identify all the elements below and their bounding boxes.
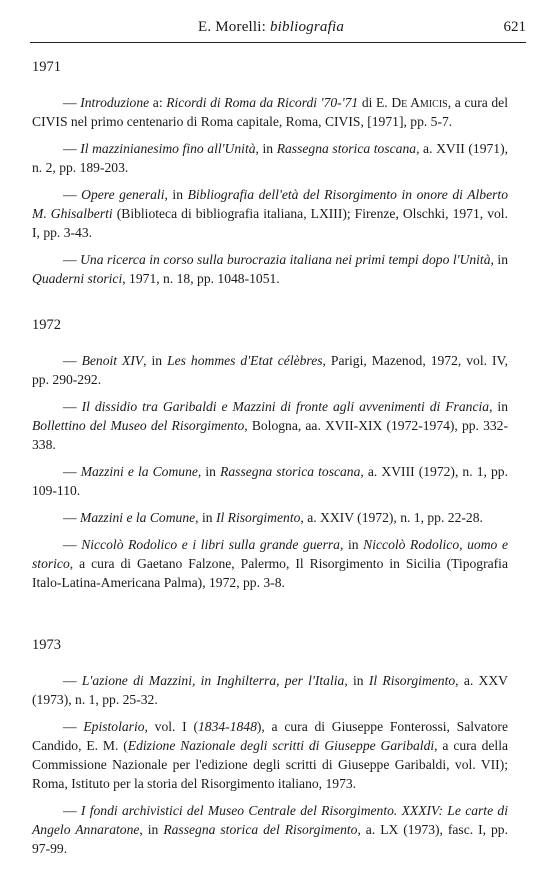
bibliography-entry [32, 508, 508, 527]
italic-title: Il dissidio tra Garibaldi e Mazzini di fronte agli avvenimenti di Francia [81, 399, 490, 414]
entry-text: — [63, 95, 81, 110]
bibliography-body [32, 58, 508, 882]
italic-title: Il mazzinianesimo fino all'Unità [80, 141, 256, 156]
entry-text: , 1971, n. 18, pp. 1048-1051. [122, 271, 280, 286]
entry-text: ), a cura di Giuseppe Fonterossi, Salvatore Candido, E. M. ( [32, 719, 508, 753]
italic-title: Mazzini e la Comune [80, 510, 196, 525]
entry-text: (Biblioteca di bibliografia italiana, LXIII); Firenze, Olschki, 1971, vol. I, pp. 3-43. [32, 206, 508, 240]
italic-title: Una ricerca in corso sulla burocrazia italiana nei primi tempi dopo l'Unità [80, 252, 491, 267]
entry-text: , in [255, 141, 277, 156]
italic-title: Mazzini e la Comune [80, 464, 198, 479]
italic-title: Bibliografia dell'età del Risorgimento in onore di Alberto M. Ghisalberti [32, 187, 509, 221]
entry-text: , in [489, 399, 508, 414]
bibliography-entry [32, 535, 508, 592]
entry-text: , a. XVIII (1972), n. 1, pp. 109-110. [32, 464, 508, 498]
bibliography-entry [32, 671, 508, 709]
italic-title: Quaderni storici [32, 271, 123, 286]
entry-text: , a. XXIV (1972), n. 1, pp. 22-28. [300, 510, 483, 525]
bibliography-entry [32, 93, 508, 131]
italic-title: Benoit XIV [81, 353, 144, 368]
entry-text: , in [344, 673, 369, 688]
entry-list [32, 351, 508, 592]
italic-title: Rassegna storica toscana [276, 141, 417, 156]
entry-text: De Amicis [391, 95, 448, 110]
entry-text: , a. XVII (1971), n. 2, pp. 189-203. [32, 141, 509, 175]
bibliography-entry [32, 462, 508, 500]
italic-title: Rassegna storica toscana [220, 464, 361, 479]
entry-text: , a. XXV (1973), n. 1, pp. 25-32. [32, 673, 508, 707]
entry-text: — [63, 673, 82, 688]
entry-text: , Parigi, Mazenod, 1972, vol. IV, pp. 290-292. [32, 353, 508, 387]
bibliography-entry [32, 139, 508, 177]
italic-title: Opere generali [81, 187, 165, 202]
bibliography-entry [32, 717, 508, 793]
year-section-1973 [32, 636, 508, 858]
entry-text: — [63, 464, 81, 479]
entry-text: di E. [358, 95, 392, 110]
italic-title: Les hommes d'Etat célèbres [167, 353, 323, 368]
italic-title: Niccolò Rodolico e i libri sulla grande guerra [81, 537, 340, 552]
entry-text: , vol. I ( [144, 719, 198, 734]
year-section-1971 [32, 58, 508, 288]
entry-text: , in [339, 537, 364, 552]
entry-text: , in [164, 187, 188, 202]
entry-text: , in [143, 353, 168, 368]
entry-text: , a. LX (1973), fasc. I, pp. 97-99. [32, 822, 509, 856]
entry-text: , a cura di Gaetano Falzone, Palermo, Il Risorgimento in Sicilia (Tipografia Italo-Latina-Americana Palma), 1972, pp. 3-8. [32, 556, 508, 590]
italic-title: Il Risorgimento [368, 673, 456, 688]
entry-text: — [63, 399, 82, 414]
italic-title: Epistolario [83, 719, 145, 734]
year-heading: 1973 [32, 637, 61, 653]
year-section-1972 [32, 316, 508, 592]
bibliography-entry [32, 185, 508, 242]
bibliography-entry [32, 801, 508, 858]
entry-text: , Bologna, aa. XVII-XIX (1972-1974), pp. 332-338. [32, 418, 508, 452]
running-header [30, 18, 526, 43]
italic-title: Edizione Nazionale degli scritti di Giuseppe Garibaldi [127, 738, 435, 753]
italic-title: Il Risorgimento [215, 510, 301, 525]
italic-title: L'azione di Mazzini, in Inghilterra, per l'Italia [81, 673, 345, 688]
entry-text: — [63, 252, 81, 267]
italic-title: Introduzione [80, 95, 150, 110]
year-heading: 1972 [32, 317, 61, 333]
italic-title: Niccolò Rodolico, uomo e storico [32, 537, 508, 571]
entry-text: a: [149, 95, 167, 110]
entry-text: — [63, 537, 82, 552]
header-subject: bibliografia [269, 19, 345, 35]
entry-text: — [63, 353, 82, 368]
entry-text: , a cura della Commissione Nazionale per l'edizione degli scritti di Giuseppe Garibaldi, vol. VII); Roma, Istituto per la storia del Risorgimento italiano, 1973. [32, 738, 509, 791]
entry-text: — [63, 141, 81, 156]
running-title [198, 19, 344, 36]
bibliography-entry [32, 351, 508, 389]
bibliography-entry [32, 250, 508, 288]
entry-list [32, 93, 508, 288]
entry-list [32, 671, 508, 858]
italic-title: Ricordi di Roma da Ricordi '70-'71 [166, 95, 359, 110]
italic-title: Bollettino del Museo del Risorgimento [32, 418, 245, 433]
italic-title: Rassegna storica del Risorgimento [163, 822, 358, 837]
bibliography-entry [32, 397, 508, 454]
entry-text: — [63, 187, 82, 202]
year-heading: 1971 [32, 59, 61, 75]
page-number: 621 [503, 19, 526, 35]
entry-text: , a cura del CIVIS nel primo centenario di Roma capitale, Roma, CIVIS, [1971], pp. 5-7. [32, 95, 508, 129]
entry-text: , in [195, 510, 216, 525]
italic-title: I fondi archivistici del Museo Centrale del Risorgimento. XXXIV: Le carte di Angelo Annaratone [32, 803, 508, 837]
entry-text: — [63, 803, 81, 818]
header-author: E. Morelli: [198, 19, 267, 35]
entry-text: , in [197, 464, 221, 479]
entry-text: — [63, 719, 84, 734]
entry-text: , in [139, 822, 164, 837]
italic-title: 1834-1848 [197, 719, 257, 734]
entry-text: — [63, 510, 80, 525]
entry-text: , in [490, 252, 508, 267]
